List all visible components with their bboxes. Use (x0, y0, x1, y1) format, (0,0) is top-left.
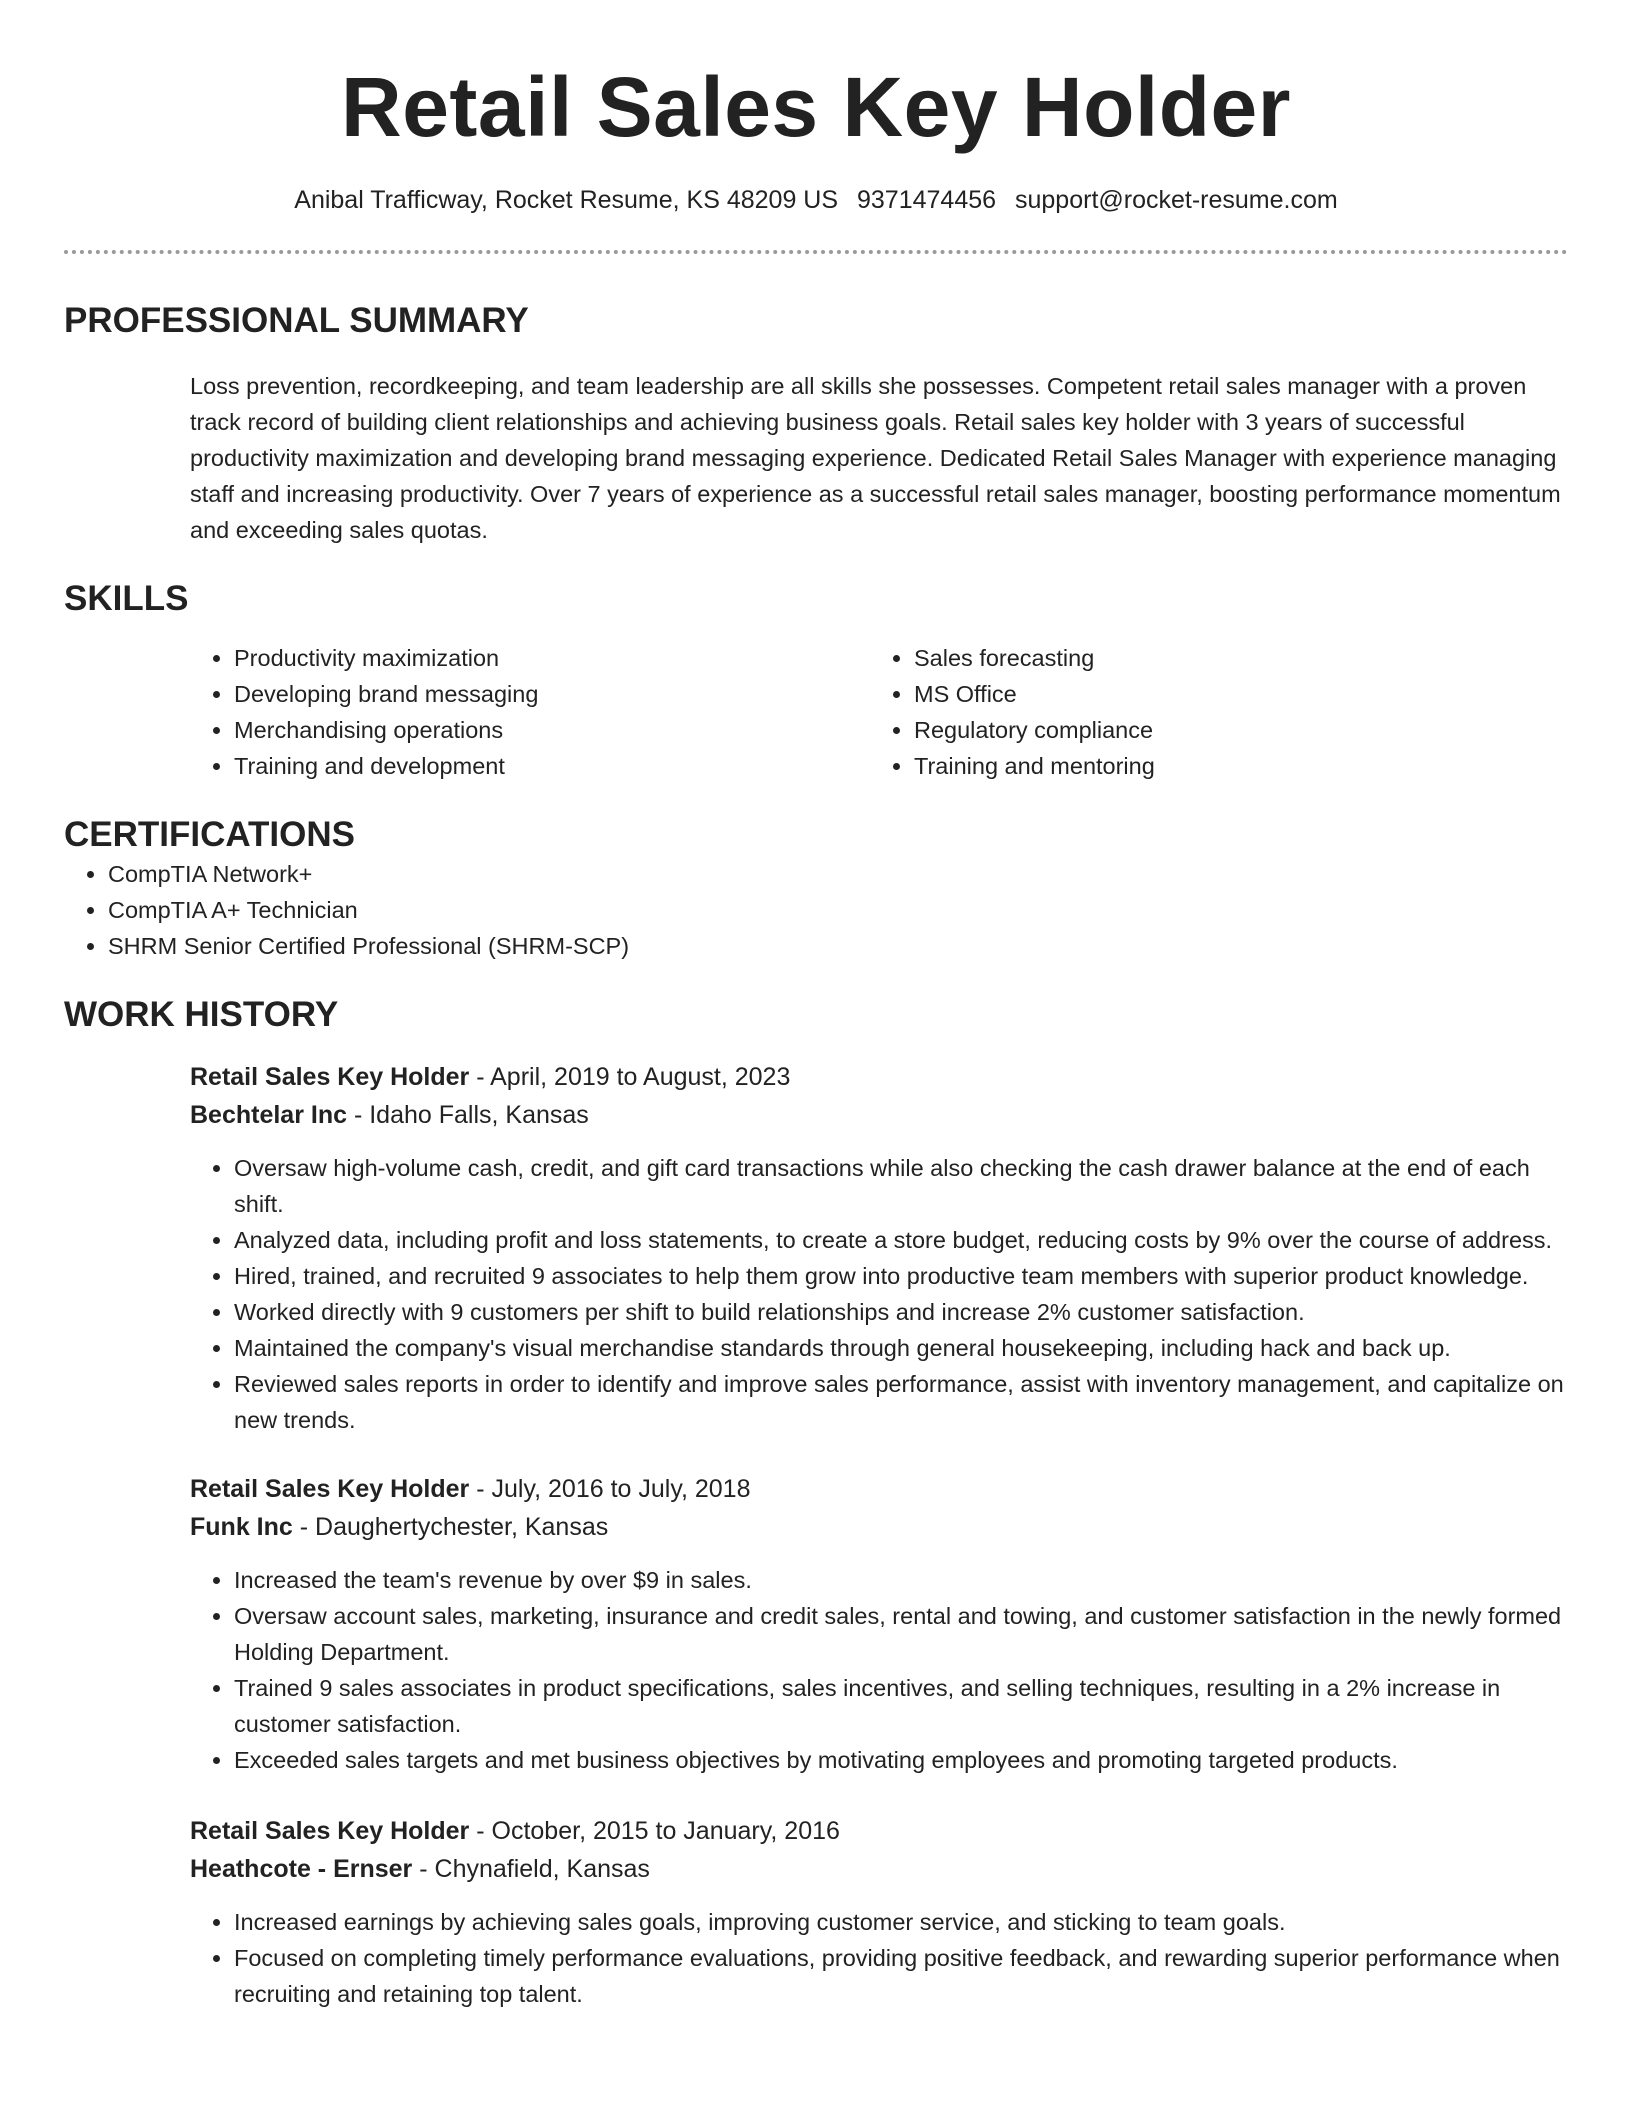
job-bullets (190, 1562, 1568, 1778)
job-title-line (190, 1058, 1568, 1096)
job-title: Retail Sales Key Holder (190, 1475, 470, 1503)
skill-item: • MS Office (914, 676, 1550, 712)
certification-item: • CompTIA Network+ (108, 856, 1568, 892)
job-bullet: • Analyzed data, including profit and loss statements, to create a store budget, reducing costs by 9% over the course of address. (234, 1222, 1568, 1258)
summary-heading: PROFESSIONAL SUMMARY (64, 301, 529, 340)
skill-item: • Regulatory compliance (914, 712, 1550, 748)
job-bullet: • Exceeded sales targets and met business objectives by motivating employees and promoting targeted products. (234, 1742, 1568, 1778)
resume-page (64, 0, 1568, 2012)
contact-address: Anibal Trafficway, Rocket Resume, KS 48209 US (294, 186, 839, 214)
company-line (190, 1850, 1568, 1888)
company-name: Bechtelar Inc (190, 1101, 348, 1129)
contact-phone: 9371474456 (857, 186, 997, 214)
certification-item: • CompTIA A+ Technician (108, 892, 1568, 928)
job-dates: - July, 2016 to July, 2018 (469, 1475, 751, 1503)
job-bullet: • Oversaw account sales, marketing, insurance and credit sales, rental and towing, and customer satisfaction in the newly formed Holding Department. (234, 1598, 1568, 1670)
job-bullet: • Oversaw high-volume cash, credit, and gift card transactions while also checking the cash drawer balance at the end of each shift. (234, 1150, 1568, 1222)
job-bullet: • Focused on completing timely performance evaluations, providing positive feedback, and rewarding superior performance when recruiting and retaining top talent. (234, 1940, 1568, 2012)
company-location: - Daughertychester, Kansas (292, 1513, 609, 1541)
contact-email: support@rocket-resume.com (1015, 186, 1338, 214)
skill-item: • Developing brand messaging (234, 676, 870, 712)
job-title: Retail Sales Key Holder (190, 1817, 470, 1845)
job-title-line (190, 1812, 1568, 1850)
skills-columns (190, 640, 1568, 784)
skills-heading: SKILLS (64, 579, 189, 618)
job-bullet: • Reviewed sales reports in order to identify and improve sales performance, assist with inventory management, and capitalize on new trends. (234, 1366, 1568, 1438)
job-title: Retail Sales Key Holder (190, 1063, 470, 1091)
job-bullet: • Maintained the company's visual merchandise standards through general housekeeping, including hack and back up. (234, 1330, 1568, 1366)
company-location: - Chynafield, Kansas (412, 1855, 650, 1883)
job-bullets (190, 1904, 1568, 2012)
skills-right-list (870, 640, 1550, 784)
job-bullet: • Increased the team's revenue by over $9 in sales. (234, 1562, 1568, 1598)
work-history-heading: WORK HISTORY (64, 995, 339, 1034)
certifications-list (64, 856, 1568, 964)
company-line (190, 1508, 1568, 1546)
certifications-heading: CERTIFICATIONS (64, 815, 356, 854)
job-bullet: • Worked directly with 9 customers per shift to build relationships and increase 2% customer satisfaction. (234, 1294, 1568, 1330)
job-dates: - October, 2015 to January, 2016 (469, 1817, 840, 1845)
company-line (190, 1096, 1568, 1134)
contact-line (64, 184, 1568, 216)
resume-name: Retail Sales Key Holder (341, 60, 1291, 154)
company-location: - Idaho Falls, Kansas (347, 1101, 589, 1129)
header-divider (64, 250, 1568, 254)
skill-item: • Productivity maximization (234, 640, 870, 676)
job-entry (190, 1470, 1568, 1778)
job-bullets (190, 1150, 1568, 1438)
certification-item: • SHRM Senior Certified Professional (SHRM-SCP) (108, 928, 1568, 964)
job-bullet: • Increased earnings by achieving sales goals, improving customer service, and sticking to team goals. (234, 1904, 1568, 1940)
skill-item: • Merchandising operations (234, 712, 870, 748)
job-dates: - April, 2019 to August, 2023 (469, 1063, 791, 1091)
job-title-line (190, 1470, 1568, 1508)
company-name: Heathcote - Ernser (190, 1855, 413, 1883)
summary-text: Loss prevention, recordkeeping, and team leadership are all skills she possesses. Competent retail sales manager with a proven track record of building client relationships and achieving business goals. Retail sales key holder with 3 years of successful productivity maximization and developing brand messaging experience. Dedicated Retail Sales Manager with experience managing staff and increasing productivity. Over 7 years of experience as a successful retail sales manager, boosting performance momentum and exceeding sales quotas. (190, 373, 1561, 543)
job-entry (190, 1812, 1568, 2012)
skill-item: • Training and development (234, 748, 870, 784)
job-bullet: • Hired, trained, and recruited 9 associates to help them grow into productive team members with superior product knowledge. (234, 1258, 1568, 1294)
job-bullet: • Trained 9 sales associates in product specifications, sales incentives, and selling techniques, resulting in a 2% increase in customer satisfaction. (234, 1670, 1568, 1742)
skills-left-list (190, 640, 870, 784)
skill-item: • Training and mentoring (914, 748, 1550, 784)
company-name: Funk Inc (190, 1513, 293, 1541)
job-entry (190, 1058, 1568, 1438)
skill-item: • Sales forecasting (914, 640, 1550, 676)
